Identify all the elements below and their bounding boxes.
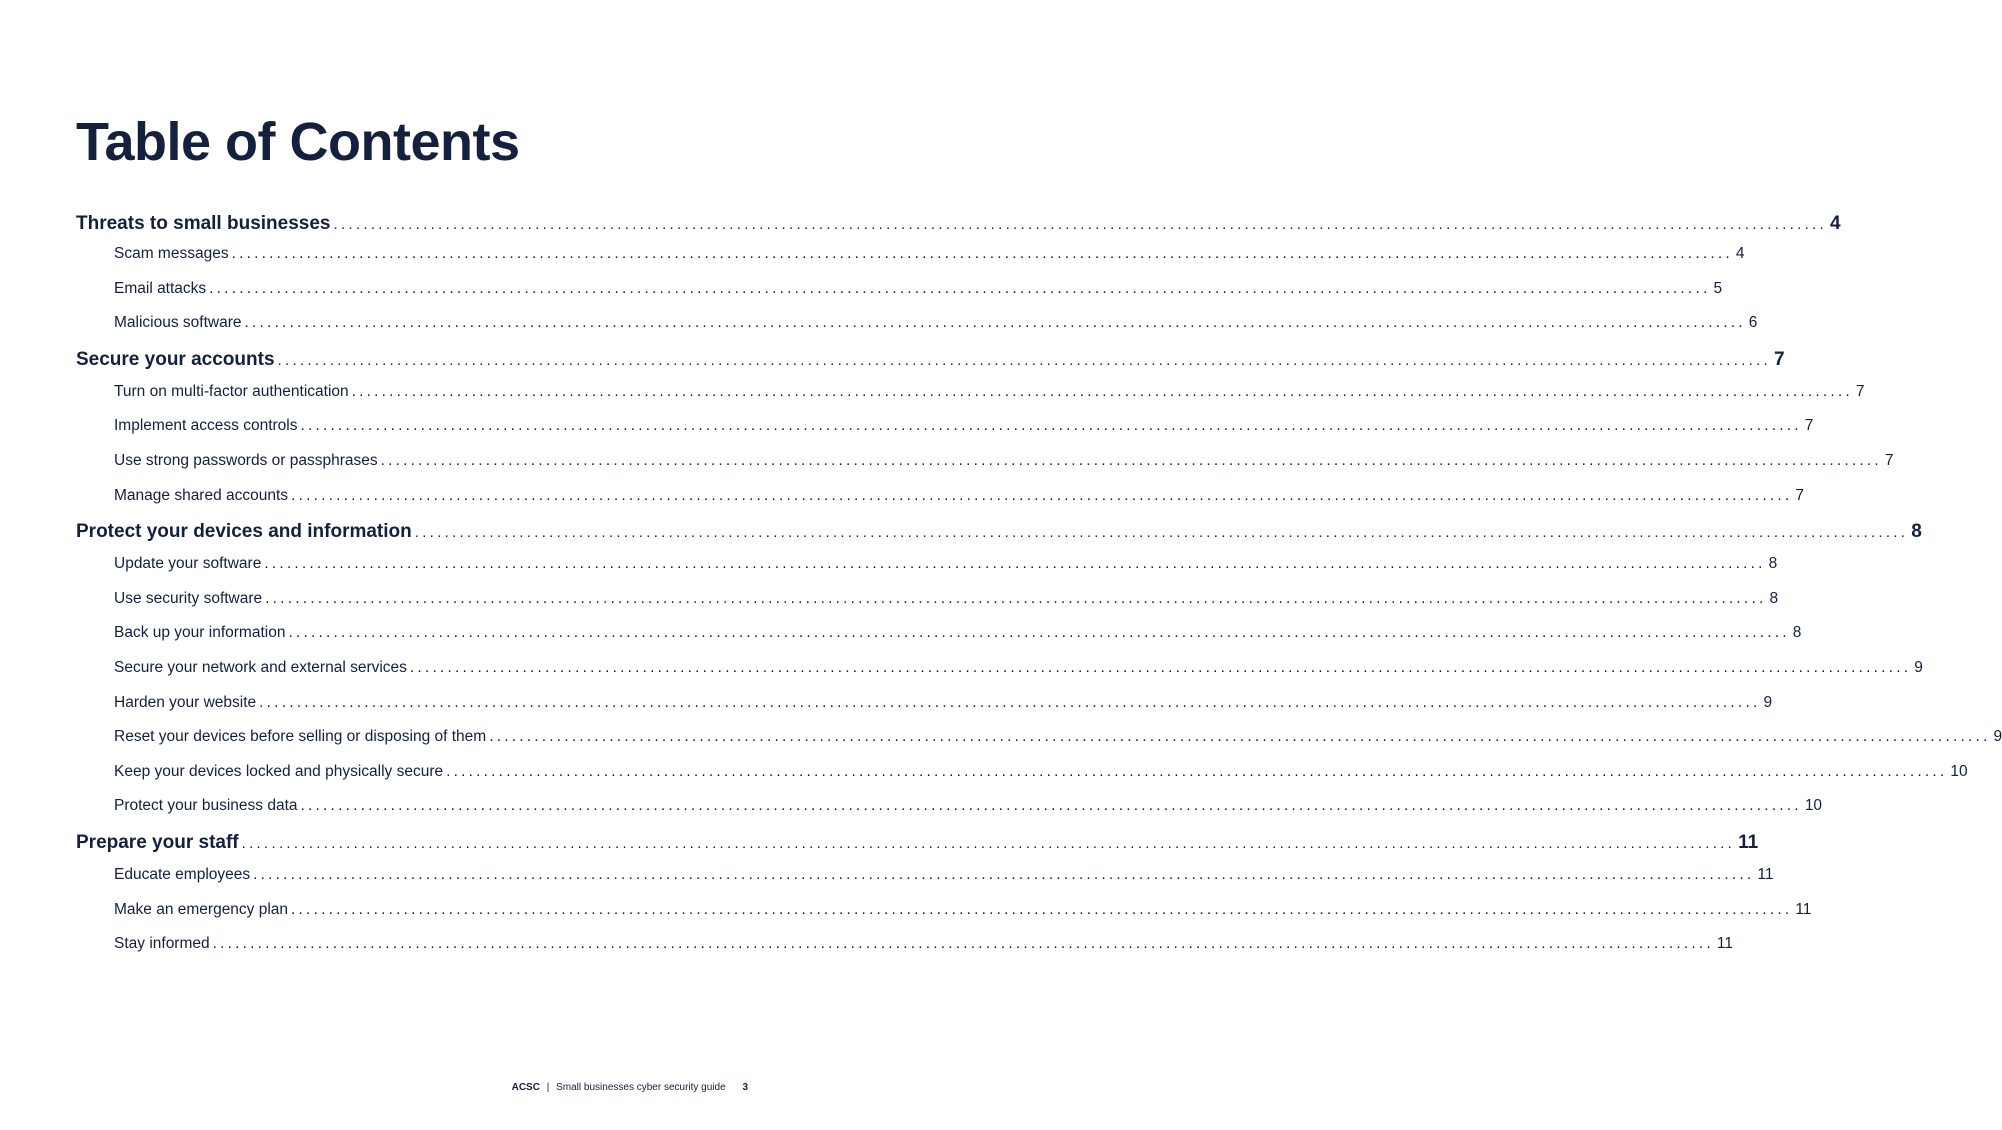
toc-section-page-number: 11	[1738, 831, 1759, 853]
toc-entry-label: Implement access controls	[114, 417, 298, 435]
footer-page-number: 3	[742, 1082, 748, 1093]
dot-leader: ........................................................................................................................................................................................................	[209, 279, 1711, 297]
toc-section-label: Secure your accounts	[76, 348, 275, 370]
page-footer	[512, 1081, 748, 1095]
dot-leader: ........................................................................................................................................................................................................	[351, 382, 1853, 400]
dot-leader: ........................................................................................................................................................................................................	[231, 245, 1733, 262]
toc-entry-label: Protect your business data	[114, 797, 298, 815]
dot-leader: ........................................................................................................................................................................................................	[300, 797, 1802, 815]
dot-leader: ........................................................................................................................................................................................................	[446, 762, 1948, 780]
toc-entry-row[interactable]	[76, 555, 1778, 590]
toc-entry-row[interactable]	[76, 382, 1865, 418]
toc-entry-row[interactable]	[76, 314, 1758, 349]
dot-leader: ........................................................................................................................................................................................................	[333, 216, 1827, 233]
dot-leader: ........................................................................................................................................................................................................	[409, 658, 1912, 676]
dot-leader: ........................................................................................................................................................................................................	[253, 865, 1755, 883]
toc-section-page-number: 7	[1774, 348, 1785, 370]
dot-leader: ........................................................................................................................................................................................................	[277, 351, 1772, 369]
toc-section-label: Prepare your staff	[76, 831, 239, 853]
toc-entry-label: Malicious software	[114, 314, 242, 332]
toc-entry-page-number: 11	[1795, 900, 1812, 918]
toc-section-label: Threats to small businesses	[76, 213, 331, 234]
toc-entry-page-number: 11	[1757, 865, 1774, 883]
toc-entry-label: Email attacks	[114, 279, 207, 297]
toc-entry-page-number: 5	[1713, 279, 1723, 297]
toc-entry-label: Use security software	[114, 589, 263, 607]
toc-section-row[interactable]	[76, 831, 1759, 866]
toc-entry-page-number: 4	[1735, 245, 1745, 262]
toc-entry-page-number: 8	[1768, 555, 1778, 573]
toc-entry-row[interactable]	[76, 762, 1968, 798]
toc-entry-page-number: 8	[1769, 589, 1779, 607]
toc-entry-page-number: 9	[1914, 658, 1923, 676]
toc-entry-label: Update your software	[114, 555, 262, 573]
dot-leader: ........................................................................................................................................................................................................	[489, 728, 1991, 746]
toc-entry-page-number: 10	[1950, 762, 1968, 780]
toc-entry-page-number: 9	[1993, 728, 2002, 746]
toc-section-page-number: 8	[1911, 521, 1922, 543]
dot-leader: ........................................................................................................................................................................................................	[265, 589, 1767, 607]
toc-entry-row[interactable]	[76, 486, 1804, 522]
toc-entry-label: Manage shared accounts	[114, 486, 289, 504]
toc-entry-row[interactable]	[76, 417, 1814, 452]
footer-brand: ACSC	[511, 1082, 540, 1093]
dot-leader: ........................................................................................................................................................................................................	[264, 555, 1766, 573]
toc-entry-label: Use strong passwords or passphrases	[114, 451, 378, 469]
toc-entry-page-number: 9	[1763, 693, 1773, 711]
toc-section-label: Protect your devices and information	[76, 521, 412, 543]
footer-separator: |	[546, 1082, 550, 1093]
toc-entry-row[interactable]	[76, 865, 1774, 901]
toc-section-row[interactable]	[76, 521, 1922, 555]
toc-entry-label: Harden your website	[114, 693, 257, 711]
toc-entry-page-number: 8	[1792, 624, 1802, 642]
toc-entry-page-number: 11	[1716, 935, 1734, 953]
toc-entry-page-number: 7	[1795, 486, 1804, 504]
toc-entry-label: Reset your devices before selling or disposing of them	[114, 728, 487, 746]
toc-entry-page-number: 6	[1748, 314, 1758, 332]
toc-entry-row[interactable]	[76, 279, 1723, 315]
toc-entry-row[interactable]	[76, 658, 1923, 694]
toc-entry-page-number: 7	[1855, 382, 1865, 400]
toc-entry-page-number: 10	[1804, 797, 1823, 815]
footer-document-title: Small businesses cyber security guide	[556, 1082, 726, 1093]
dot-leader: ........................................................................................................................................................................................................	[414, 524, 1909, 542]
toc-entry-label: Scam messages	[114, 245, 229, 262]
toc-entry-row[interactable]	[76, 935, 1734, 970]
toc-section-page-number: 4	[1830, 213, 1841, 234]
toc-entry-label: Back up your information	[114, 624, 286, 642]
toc-entry-page-number: 7	[1884, 451, 1894, 469]
dot-leader: ........................................................................................................................................................................................................	[300, 417, 1802, 435]
toc-entry-page-number: 7	[1804, 417, 1814, 435]
toc-section-row[interactable]	[76, 213, 1841, 245]
toc-entry-row[interactable]	[76, 245, 1745, 280]
toc-section-row[interactable]	[76, 348, 1785, 383]
toc-entry-row[interactable]	[76, 624, 1802, 659]
dot-leader: ........................................................................................................................................................................................................	[212, 935, 1714, 953]
toc-entry-label: Turn on multi-factor authentication	[114, 382, 349, 400]
dot-leader: ........................................................................................................................................................................................................	[291, 900, 1793, 918]
toc-entry-label: Educate employees	[114, 865, 251, 883]
page-title: Table of Contents	[76, 112, 520, 172]
toc-entry-label: Keep your devices locked and physically secure	[114, 762, 444, 780]
dot-leader: ........................................................................................................................................................................................................	[380, 451, 1882, 469]
dot-leader: ........................................................................................................................................................................................................	[259, 693, 1761, 711]
dot-leader: ........................................................................................................................................................................................................	[288, 624, 1790, 642]
toc-entry-label: Stay informed	[114, 935, 210, 953]
table-of-contents	[76, 213, 2002, 970]
toc-entry-row[interactable]	[76, 451, 1894, 487]
toc-entry-row[interactable]	[76, 589, 1779, 625]
toc-entry-row[interactable]	[76, 797, 1823, 832]
dot-leader: ........................................................................................................................................................................................................	[291, 486, 1793, 504]
toc-entry-label: Make an emergency plan	[114, 900, 289, 918]
toc-entry-row[interactable]	[76, 693, 1773, 729]
toc-entry-label: Secure your network and external services	[114, 658, 407, 676]
dot-leader: ........................................................................................................................................................................................................	[244, 314, 1746, 332]
toc-entry-row[interactable]	[76, 900, 1812, 936]
toc-entry-row[interactable]	[76, 728, 2002, 763]
dot-leader: ........................................................................................................................................................................................................	[241, 834, 1736, 852]
